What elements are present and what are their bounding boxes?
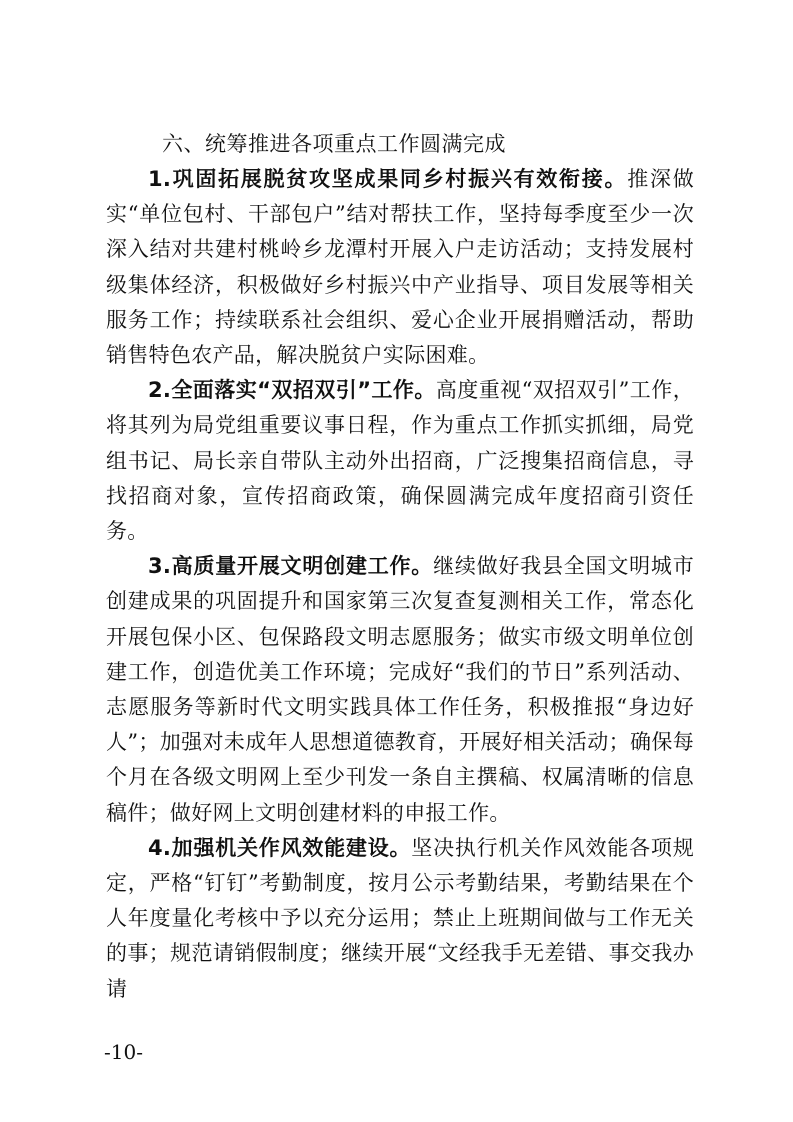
paragraph-civilization-building <box>106 549 694 831</box>
page-number: -10- <box>104 1040 143 1064</box>
paragraph-text: 坚决执行机关作风效能各项规定，严格“钉钉”考勤制度，按月公示考勤结果，考勤结果在个人年度量化考核中予以充分运用；禁止上班期间做与工作无关的事；规范请销假制度；继续开展“文经我手无差错、事交我办请 <box>106 835 694 1001</box>
paragraph-text: 继续做好我县全国文明城市创建成果的巩固提升和国家第三次复查复测相关工作，常态化开展包保小区、包保路段文明志愿服务；做实市级文明单位创建工作，创造优美工作环境；完成好“我们的节日”系列活动、志愿服务等新时代文明实践具体工作任务，积极推报“身边好人”；加强对未成年人思想道德教育，开展好相关活动；确保每个月在各级文明网上至少刊发一条自主撰稿、权属清晰的信息稿件；做好网上文明创建材料的申报工作。 <box>106 554 694 825</box>
paragraph-text: 推深做实“单位包村、干部包户”结对帮扶工作，坚持每季度至少一次深入结对共建村桃岭乡龙潭村开展入户走访活动；支持发展村级集体经济，积极做好乡村振兴中产业指导、项目发展等相关服务工作；持续联系社会组织、爱心企业开展捐赠活动，帮助销售特色农产品，解决脱贫户实际困难。 <box>106 167 694 368</box>
paragraph-text: 高度重视“双招双引”工作，将其列为局党组重要议事日程，作为重点工作抓实抓细，局党组书记、局长亲自带队主动外出招商，广泛搜集招商信息，寻找招商对象，宣传招商政策，确保圆满完成年度招商引资任务。 <box>106 378 694 544</box>
paragraph-lead: 3.高质量开展文明创建工作。 <box>148 554 434 579</box>
paragraph-lead: 2.全面落实“双招双引”工作。 <box>148 378 436 403</box>
paragraph-lead: 4.加强机关作风效能建设。 <box>148 835 412 860</box>
paragraph-investment-attraction <box>106 373 694 549</box>
paragraph-work-style <box>106 831 694 1007</box>
body-text <box>106 162 694 1007</box>
section-heading: 六、统筹推进各项重点工作圆满完成 <box>162 132 506 156</box>
paragraph-lead: 1.巩固拓展脱贫攻坚成果同乡村振兴有效衔接。 <box>148 167 628 191</box>
paragraph-rural-revitalization <box>106 162 694 373</box>
